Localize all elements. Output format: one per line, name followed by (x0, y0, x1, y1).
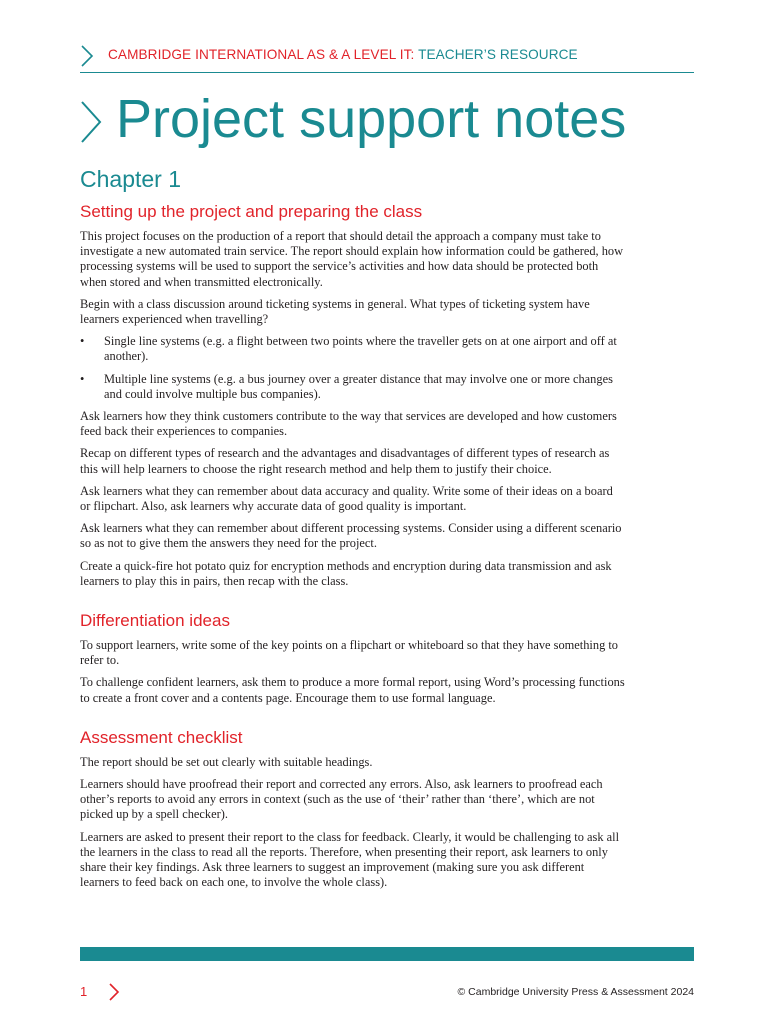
paragraph: Ask learners how they think customers contribute to the way that services are developed and how customers feed back their experiences to companies. (80, 409, 617, 439)
page-title: Project support notes (116, 89, 627, 149)
paragraph: Learners should have proofread their report and corrected any errors. Also, ask learners to proofread each other’s reports to avoid any errors in context (such as the use of ‘their’ rather than ‘there’, which are not picked up by a spell checker). (80, 777, 603, 822)
paragraph: Learners are asked to present their report to the class for feedback. Clearly, it would be challenging to ask all the learners in the class to read all the reports. Therefore, when presenting their report, ask learners to only share their key findings. Ask three learners to suggest an improvement (making sure you ask different learners to feed back on each one, to involve the whole class). (80, 829, 620, 890)
chevron-right-icon (80, 44, 94, 68)
page-number: 1 (80, 984, 88, 999)
series-title (108, 47, 578, 62)
chevron-right-icon (108, 982, 120, 1002)
section-heading-differentiation: Differentiation ideas (80, 611, 230, 631)
paragraph: Ask learners what they can remember about different processing systems. Consider using a different scenario so as not to give them the answers they need for the project. (80, 521, 622, 551)
list-item-text: Multiple line systems (e.g. a bus journey over a greater distance that may involve one or more changes and could involve multiple bus companies). (104, 371, 613, 401)
paragraph: Ask learners what they can remember about data accuracy and quality. Write some of their ideas on a board or flipchart. Also, ask learners why accurate data of good quality is important. (80, 483, 613, 514)
paragraph: To support learners, write some of the key points on a flipchart or whiteboard so that they have something to refer to. (80, 638, 618, 668)
series-title-red: CAMBRIDGE INTERNATIONAL AS & A LEVEL IT: (108, 47, 415, 62)
paragraph: To challenge confident learners, ask them to produce a more formal report, using Word’s processing functions to create a front cover and a contents page. Encourage them to use formal language. (80, 675, 625, 705)
series-title-teal: TEACHER’S RESOURCE (418, 47, 578, 62)
bullet-list (80, 334, 625, 402)
chapter-heading: Chapter 1 (80, 166, 182, 192)
list-item (80, 372, 625, 402)
paragraph: The report should be set out clearly with suitable headings. (80, 754, 373, 769)
footer-bar (80, 947, 694, 961)
copyright: © Cambridge University Press & Assessment 2024 (457, 986, 694, 998)
main-content (80, 201, 625, 898)
running-header (80, 42, 694, 73)
list-item (80, 334, 625, 364)
paragraph: Create a quick-fire hot potato quiz for encryption methods and encryption during data transmission and ask learners to play this in pairs, then recap with the class. (80, 558, 612, 588)
section-heading-setup: Setting up the project and preparing the class (80, 202, 423, 221)
section-heading-assessment: Assessment checklist (80, 727, 243, 747)
chevron-right-icon (80, 100, 102, 144)
list-item-text: Single line systems (e.g. a flight between two points where the traveller gets on at one airport and off at another). (104, 334, 617, 364)
paragraph: Recap on different types of research and the advantages and disadvantages of different types of research as this will help learners to choose the right research method and help them to justify their choice. (80, 446, 610, 476)
bullet-icon: • (80, 334, 85, 349)
bullet-icon: • (80, 371, 85, 386)
paragraph: Begin with a class discussion around ticketing systems in general. What types of ticketing system have learners experienced when travelling? (80, 296, 590, 327)
paragraph: This project focuses on the production of a report that should detail the approach a company must take to investigate a new automated train service. The report should explain how information could be gathered, how processing systems will be used to support the service’s activities and how data should be protected both when stored and when transmitted electronically. (80, 229, 624, 289)
